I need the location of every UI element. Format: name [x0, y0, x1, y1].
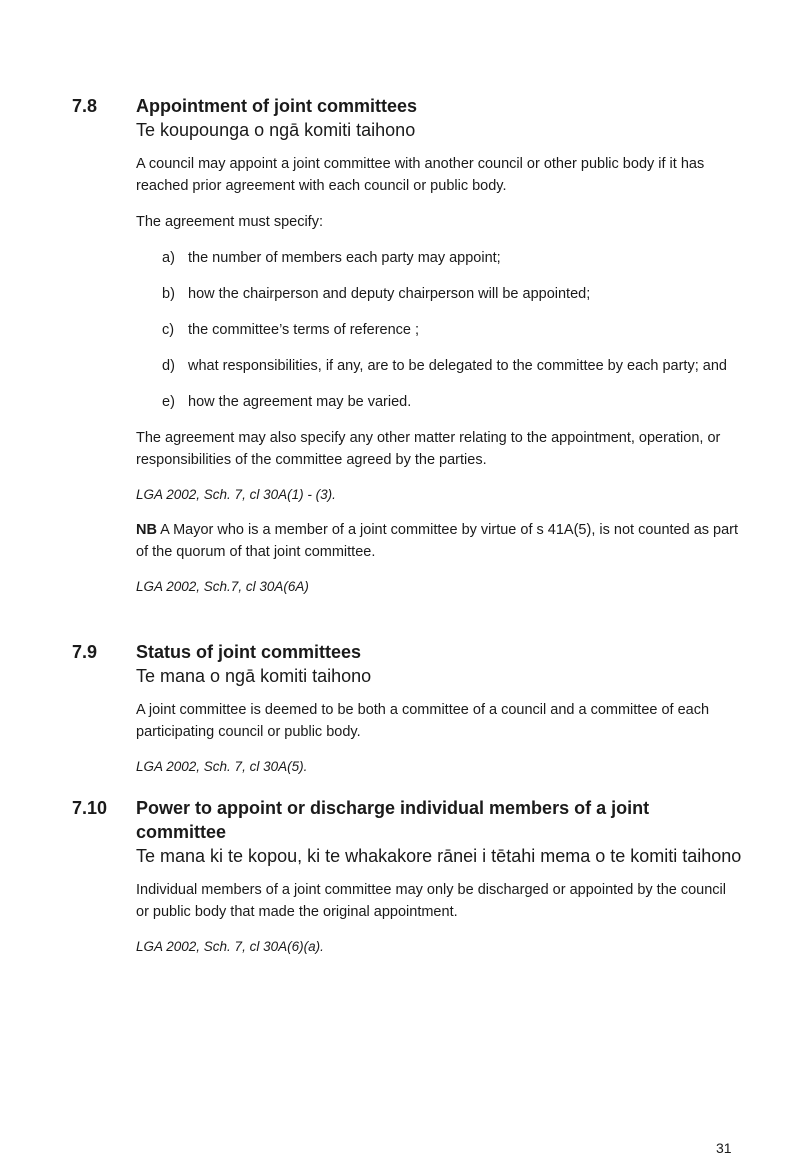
section-number: 7.8: [72, 96, 98, 116]
body-paragraph: A joint committee is deemed to be both a committee of a council and a committee of each participating council or public body.: [136, 702, 710, 740]
note-label: NB: [136, 522, 157, 538]
list-item: [136, 319, 742, 341]
citation: LGA 2002, Sch. 7, cl 30A(6)(a).: [136, 939, 324, 954]
citation: LGA 2002, Sch. 7, cl 30A(5).: [136, 759, 308, 774]
list-item-text: the number of members each party may appoint;: [188, 250, 501, 266]
note-citation: LGA 2002, Sch.7, cl 30A(6A): [136, 579, 309, 594]
list-item: [136, 247, 742, 269]
section-title: Status of joint committees: [136, 642, 362, 662]
list-item-label: d): [162, 358, 175, 374]
list-item-text: how the chairperson and deputy chairperson will be appointed;: [188, 286, 591, 302]
list-item-text: the committee’s terms of reference ;: [188, 322, 420, 338]
section-7-10: [72, 796, 742, 971]
note-text: A Mayor who is a member of a joint committee by virtue of s 41A(5), is not counted as part of the quorum of that joint committee.: [136, 522, 739, 560]
list-item: [136, 355, 742, 377]
closing-paragraph: The agreement may also specify any other matter relating to the appointment, operation, or responsibilities of the committee agreed by the parties.: [136, 430, 721, 468]
note-paragraph: [136, 519, 742, 563]
section-7-8: [72, 94, 742, 611]
section-number: 7.9: [72, 642, 98, 662]
intro-paragraph: A council may appoint a joint committee with another council or other public body if it has reached prior agreement with each council or public body.: [136, 156, 705, 194]
list-item: [136, 283, 742, 305]
agreement-list: [136, 247, 742, 413]
citation: LGA 2002, Sch. 7, cl 30A(1) - (3).: [136, 487, 336, 502]
list-item-text: what responsibilities, if any, are to be delegated to the committee by each party; and: [188, 358, 727, 374]
lead-paragraph: The agreement must specify:: [136, 214, 323, 230]
list-item-text: how the agreement may be varied.: [188, 394, 412, 410]
section-subtitle: Te mana ki te kopou, ki te whakakore rānei i tētahi mema o te komiti taihono: [136, 846, 742, 866]
section-7-9: [72, 640, 742, 791]
section-title: Appointment of joint committees: [136, 96, 417, 116]
list-item: [136, 391, 742, 413]
body-paragraph: Individual members of a joint committee may only be discharged or appointed by the council or public body that made the original appointment.: [136, 882, 726, 920]
page-number: 31: [716, 1140, 732, 1156]
section-number: 7.10: [72, 798, 108, 818]
section-subtitle: Te mana o ngā komiti taihono: [136, 666, 372, 686]
section-title: Power to appoint or discharge individual members of a joint committee: [136, 798, 650, 842]
list-item-label: b): [162, 286, 175, 302]
list-item-label: a): [162, 250, 175, 266]
list-item-label: c): [162, 322, 175, 338]
section-subtitle: Te koupounga o ngā komiti taihono: [136, 120, 416, 140]
list-item-label: e): [162, 394, 175, 410]
